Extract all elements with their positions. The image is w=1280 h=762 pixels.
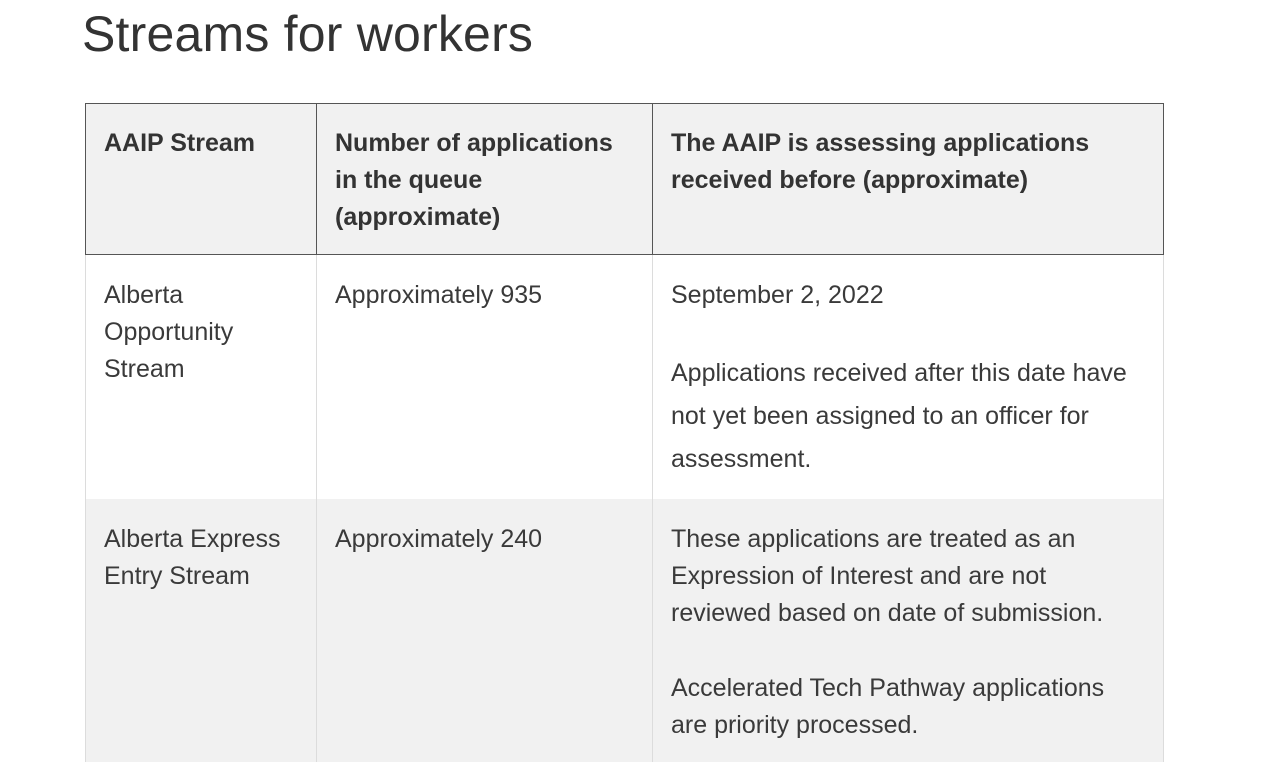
streams-table-container: [85, 103, 1163, 743]
cell-stream-name: [86, 499, 317, 762]
header-applications-in-queue: Number of applications in the queue (approximate): [317, 104, 653, 255]
queue-count: Approximately 240: [335, 521, 634, 558]
table-row: [86, 255, 1164, 500]
queue-count: Approximately 935: [335, 277, 634, 314]
header-aaip-stream: AAIP Stream: [86, 104, 317, 255]
assessing-description: These applications are treated as an Expression of Interest and are not reviewed based on date of submission.: [671, 521, 1145, 632]
assessing-date: September 2, 2022: [671, 277, 1145, 314]
page-title: Streams for workers: [82, 4, 533, 64]
table-body: [86, 255, 1164, 762]
assessing-note: Accelerated Tech Pathway applications are priority processed.: [671, 670, 1145, 744]
table-header: [86, 104, 1164, 255]
cell-stream-name: [86, 255, 317, 500]
cell-queue-count: [317, 499, 653, 762]
table-header-row: [86, 104, 1164, 255]
streams-table: [85, 103, 1164, 762]
header-assessing-before: The AAIP is assessing applications received before (approximate): [653, 104, 1164, 255]
stream-name: Alberta Opportunity Stream: [104, 277, 298, 388]
stream-name: Alberta Express Entry Stream: [104, 521, 298, 595]
table-row: [86, 499, 1164, 762]
cell-assessing-date: [653, 255, 1164, 500]
assessing-note: Applications received after this date have not yet been assigned to an officer for assessment.: [671, 352, 1145, 481]
cell-queue-count: [317, 255, 653, 500]
cell-assessing-date: [653, 499, 1164, 762]
